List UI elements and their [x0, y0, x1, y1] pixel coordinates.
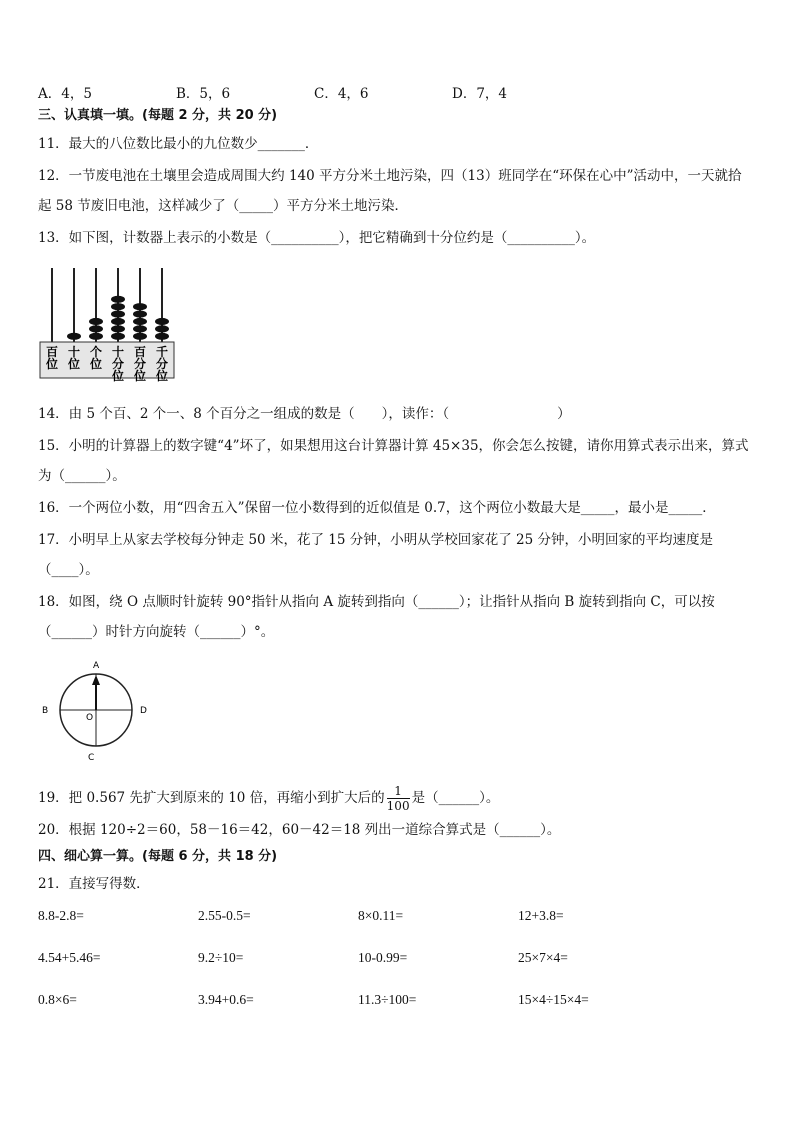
fraction-numerator: 1: [387, 784, 410, 799]
abacus-label: 十: [67, 345, 81, 359]
rotation-diagram: [38, 658, 158, 764]
calc-item: 8.8-2.8=: [38, 908, 84, 923]
abacus-bead: [111, 325, 125, 332]
question-17-line-1: 17．小明早上从家去学校每分钟走 50 米，花了 15 分钟，小明从学校回家花了 25 分钟，小明回家的平均速度是: [38, 532, 713, 548]
label-d: D: [140, 706, 147, 716]
question-12-line-1: 12．一节废电池在土壤里会造成周围大约 140 平方分米土地污染，四（13）班同学在“环保在心中”活动中，一天就拾: [38, 168, 742, 184]
abacus-label: 百: [45, 345, 59, 359]
calc-item: 25×7×4=: [518, 950, 568, 965]
calc-item: 4.54+5.46=: [38, 950, 101, 965]
abacus-bead: [111, 296, 125, 303]
question-11: 11．最大的八位数比最小的九位数少_______．: [38, 136, 319, 152]
label-o: O: [86, 713, 94, 723]
option-c: C．4，6: [314, 86, 369, 102]
calc-item: 9.2÷10=: [198, 950, 244, 965]
abacus-bead: [89, 333, 103, 340]
question-15-line-1: 15．小明的计算器上的数字键“4”坏了，如果想用这台计算器计算 45×35，你会怎么按键，请你用算式表示出来，算式: [38, 438, 749, 454]
abacus-bead: [133, 303, 147, 310]
abacus-bead: [155, 318, 169, 325]
abacus-label: 百: [133, 345, 147, 359]
question-18-line-1: 18．如图，绕 O 点顺时针旋转 90°指针从指向 A 旋转到指向（______）；让指针从指向 B 旋转到指向 C，可以按: [38, 594, 715, 610]
calc-item: 12+3.8=: [518, 908, 564, 923]
section-3-heading: 三、认真填一填。(每题 2 分，共 20 分): [38, 108, 278, 123]
abacus-label: 位: [89, 357, 103, 371]
abacus-bead: [67, 333, 81, 340]
calc-item: 8×0.11=: [358, 908, 404, 923]
question-20: 20．根据 120÷2＝60，58－16＝42，60－42＝18 列出一道综合算式是（______）。: [38, 822, 561, 838]
abacus-bead: [111, 303, 125, 310]
label-a: A: [93, 661, 100, 671]
abacus-bead: [155, 333, 169, 340]
question-14: 14．由 5 个百、2 个一、8 个百分之一组成的数是（ ），读作：（ ）: [38, 406, 571, 422]
fraction: [387, 784, 410, 813]
label-b: B: [42, 706, 49, 716]
abacus-label: 位: [111, 369, 125, 383]
question-16: 16．一个两位小数，用“四舍五入”保留一位小数得到的近似值是 0.7，这个两位小数最大是_____，最小是_____．: [38, 500, 716, 516]
abacus-label: 千: [155, 345, 169, 359]
calc-item: 15×4÷15×4=: [518, 992, 589, 1007]
abacus-bead: [155, 325, 169, 332]
abacus-label: 位: [133, 369, 147, 383]
option-a: A．4，5: [38, 86, 92, 102]
abacus-label: 分: [155, 357, 169, 371]
calc-item: 3.94+0.6=: [198, 992, 254, 1007]
abacus-label: 分: [111, 357, 125, 371]
label-c: C: [88, 753, 95, 763]
question-12-line-2: 起 58 节废旧电池，这样减少了（_____）平方分米土地污染．: [38, 198, 409, 214]
abacus-label: 位: [155, 369, 169, 383]
question-19: [38, 784, 756, 813]
abacus-label: 个: [89, 345, 103, 359]
question-17-line-2: （____）。: [38, 562, 99, 578]
abacus-label: 位: [67, 357, 81, 371]
abacus-bead: [133, 311, 147, 318]
option-b: B．5，6: [176, 86, 231, 102]
question-15-line-2: 为（______）。: [38, 468, 126, 484]
question-21: 21．直接写得数．: [38, 876, 150, 892]
section-4-heading: 四、细心算一算。(每题 6 分，共 18 分): [38, 849, 278, 864]
abacus-bead: [111, 311, 125, 318]
calc-item: 0.8×6=: [38, 992, 77, 1007]
calc-item: 2.55-0.5=: [198, 908, 251, 923]
arrow-head-icon: [92, 675, 100, 685]
calc-item: 10-0.99=: [358, 950, 408, 965]
abacus-label: 十: [111, 345, 125, 359]
abacus-bead: [133, 318, 147, 325]
question-18-line-2: （______）时针方向旋转（______）°。: [38, 624, 275, 640]
question-13: 13．如下图，计数器上表示的小数是（__________），把它精确到十分位约是（__________）。: [38, 230, 596, 246]
abacus-bead: [89, 325, 103, 332]
option-d: D．7，4: [452, 86, 508, 102]
fraction-denominator: 100: [386, 799, 410, 813]
abacus-bead: [111, 318, 125, 325]
abacus-bead: [133, 325, 147, 332]
abacus-label: 分: [133, 357, 147, 371]
abacus-figure: [38, 264, 178, 392]
abacus-bead: [111, 333, 125, 340]
question-19-answer: 是（______）。: [411, 790, 500, 806]
abacus-bead: [133, 333, 147, 340]
abacus-bead: [89, 318, 103, 325]
abacus-label: 位: [45, 357, 59, 371]
question-19-text: 19．把 0.567 先扩大到原来的 10 倍，再缩小到扩大后的: [38, 790, 385, 806]
calc-item: 11.3÷100=: [358, 992, 417, 1007]
